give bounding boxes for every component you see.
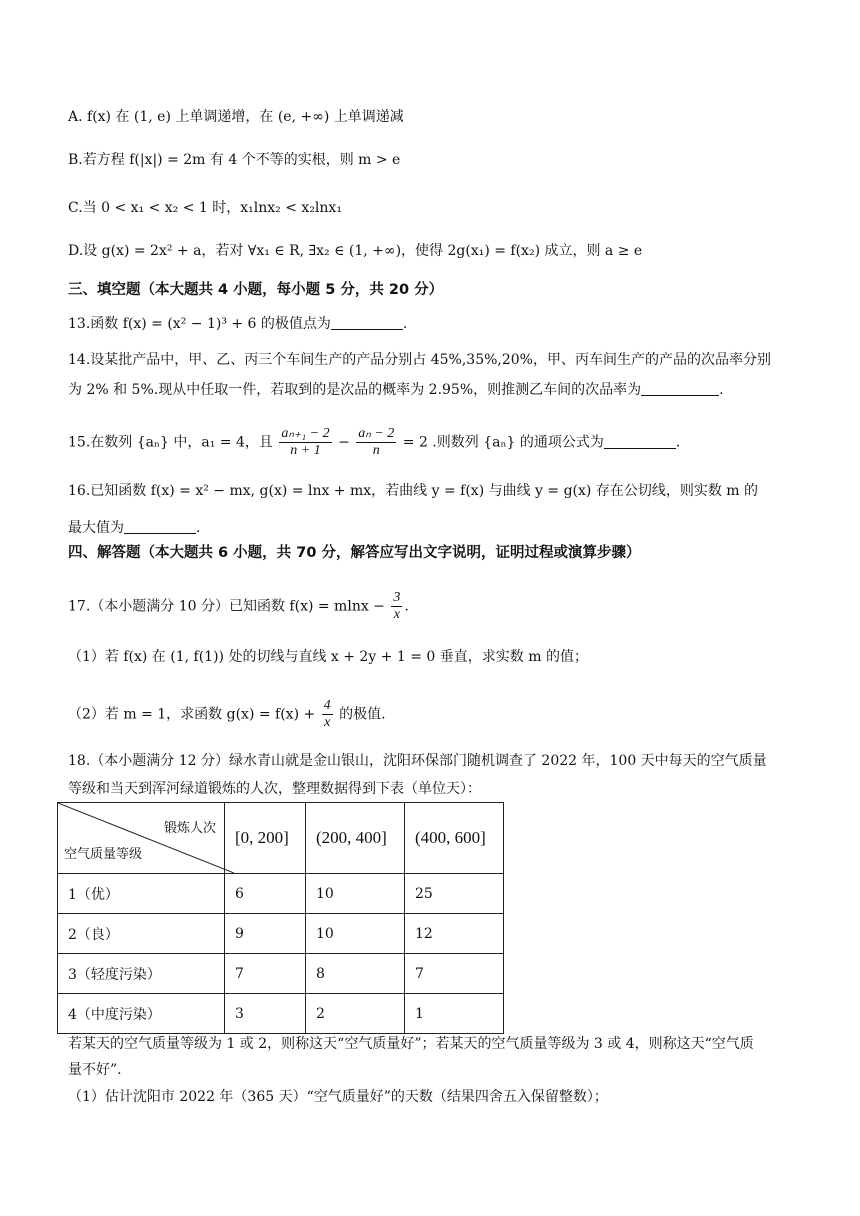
row-label: 2（良）: [58, 914, 225, 954]
section3-title: 三、填空题（本大题共 4 小题，每小题 5 分，共 20 分）: [68, 282, 444, 298]
q15-fraction-2: [356, 426, 396, 459]
q18-after-table-line1: 若某天的空气质量等级为 1 或 2，则称这天“空气质量好”；若某天的空气质量等级为 3 或 4，则称这天“空气质: [68, 1036, 754, 1052]
table-cell: 12: [405, 914, 504, 954]
q18-line1: 18.（本小题满分 12 分）绿水青山就是金山银山，沈阳环保部门随机调查了 2022 年，100 天中每天的空气质量: [68, 753, 767, 769]
q17-fraction-num: 3: [393, 590, 401, 605]
question-14-line2: [68, 381, 724, 399]
q17-part2-fraction: [322, 698, 333, 731]
question-16-line2: [68, 519, 200, 537]
q17-part2-text-b: 的极值.: [339, 706, 386, 723]
q16-line1: 16.已知函数 f(x) = x² − mx, g(x) = lnx + mx，若曲线 y = f(x) 与曲线 y = g(x) 存在公切线，则实数 m 的: [68, 483, 758, 499]
period: .: [719, 382, 724, 398]
answer-blank: [331, 315, 403, 330]
q15-fraction-1-num: aₙ₊₁ − 2: [281, 426, 330, 441]
period: .: [196, 520, 201, 536]
period: .: [675, 434, 681, 451]
q18-after-table-line2: 量不好”.: [68, 1062, 122, 1078]
table-row: [58, 994, 504, 1034]
q15-text-a: 15.在数列 {aₙ} 中，a₁ = 4，且: [68, 434, 273, 451]
table-row: [58, 914, 504, 954]
q12-option-b: B.若方程 f(|x|) = 2m 有 4 个不等的实根，则 m > e: [68, 152, 401, 168]
table-header-row: [58, 803, 504, 874]
row-label: 1（优）: [58, 874, 225, 914]
q15-minus: −: [338, 434, 350, 451]
q15-fraction-2-num: aₙ − 2: [358, 426, 395, 441]
table-cell: 7: [225, 954, 306, 994]
q14-line1: 14.设某批产品中，甲、乙、丙三个车间生产的产品分别占 45%,35%,20%，甲、丙车间生产的产品的次品率分别: [68, 352, 771, 368]
row-label: 4（中度污染）: [58, 994, 225, 1034]
period: .: [402, 316, 408, 332]
q15-text-b: = 2 .则数列 {aₙ} 的通项公式为: [402, 434, 604, 451]
table-cell: 6: [225, 874, 306, 914]
table-row: [58, 954, 504, 994]
q17-fraction: [391, 590, 402, 623]
period: .: [404, 598, 409, 615]
q15-fraction-1: [279, 426, 331, 459]
diagonal-line: [58, 803, 234, 873]
row-label: 3（轻度污染）: [58, 954, 225, 994]
q17-part2-text-a: （2）若 m = 1，求函数 g(x) = f(x) +: [68, 706, 316, 723]
corner-label-bottom: 空气质量等级: [64, 846, 143, 861]
q12-option-d: D.设 g(x) = 2x² + a，若对 ∀x₁ ∈ R, ∃x₂ ∈ (1, +∞)，使得 2g(x₁) = f(x₂) 成立，则 a ≥ e: [68, 243, 643, 259]
table-cell: 3: [225, 994, 306, 1034]
air-quality-table: [57, 802, 504, 1034]
q12-option-c: C.当 0 < x₁ < x₂ < 1 时，x₁lnx₂ < x₂lnx₁: [68, 200, 342, 216]
table-cell: 1: [405, 994, 504, 1034]
q14-text: 为 2% 和 5%.现从中任取一件，若取到的是次品的概率为 2.95%，则推测乙车间的次品率为: [68, 382, 642, 398]
q17-fraction-den: x: [393, 607, 400, 622]
question-17-stem: [68, 590, 409, 623]
q17-part1: （1）若 f(x) 在 (1, f(1)) 处的切线与直线 x + 2y + 1 = 0 垂直，求实数 m 的值；: [68, 649, 588, 665]
corner-label-top: 锻炼人次: [163, 820, 216, 835]
table-cell: 25: [405, 874, 504, 914]
q15-fraction-2-den: n: [372, 443, 380, 458]
q15-fraction-1-den: n + 1: [290, 443, 321, 458]
q18-part1: （1）估计沈阳市 2022 年（365 天）“空气质量好”的天数（结果四舍五入保留整数）；: [68, 1089, 608, 1105]
table-corner-cell: [58, 803, 225, 874]
q18-line2: 等级和当天到浑河绿道锻炼的人次，整理数据得到下表（单位天）：: [68, 781, 481, 797]
q16-text: 最大值为: [68, 520, 124, 536]
column-header: [0, 200]: [225, 803, 306, 874]
answer-blank: [124, 519, 196, 534]
table-cell: 9: [225, 914, 306, 954]
table-cell: 10: [306, 914, 405, 954]
table-cell: 10: [306, 874, 405, 914]
table-cell: 8: [306, 954, 405, 994]
column-header: (400, 600]: [405, 803, 504, 874]
q17-stem-text: 17.（本小题满分 10 分）已知函数 f(x) = mlnx −: [68, 598, 385, 615]
question-17-part2: [68, 698, 386, 731]
answer-blank: [641, 381, 719, 396]
q13-text: 13.函数 f(x) = (x² − 1)³ + 6 的极值点为: [68, 316, 331, 332]
question-13: [68, 315, 407, 333]
section4-title: 四、解答题（本大题共 6 小题，共 70 分，解答应写出文字说明，证明过程或演算步骤）: [68, 545, 641, 561]
q17-part2-fraction-num: 4: [323, 698, 331, 713]
table-cell: 7: [405, 954, 504, 994]
question-15: [68, 426, 680, 459]
column-header: (200, 400]: [306, 803, 405, 874]
table-cell: 2: [306, 994, 405, 1034]
answer-blank: [604, 434, 676, 449]
q12-option-a: A. f(x) 在 (1, e) 上单调递增，在 (e, +∞) 上单调递减: [68, 109, 404, 125]
q17-part2-fraction-den: x: [324, 715, 331, 730]
table-row: [58, 874, 504, 914]
